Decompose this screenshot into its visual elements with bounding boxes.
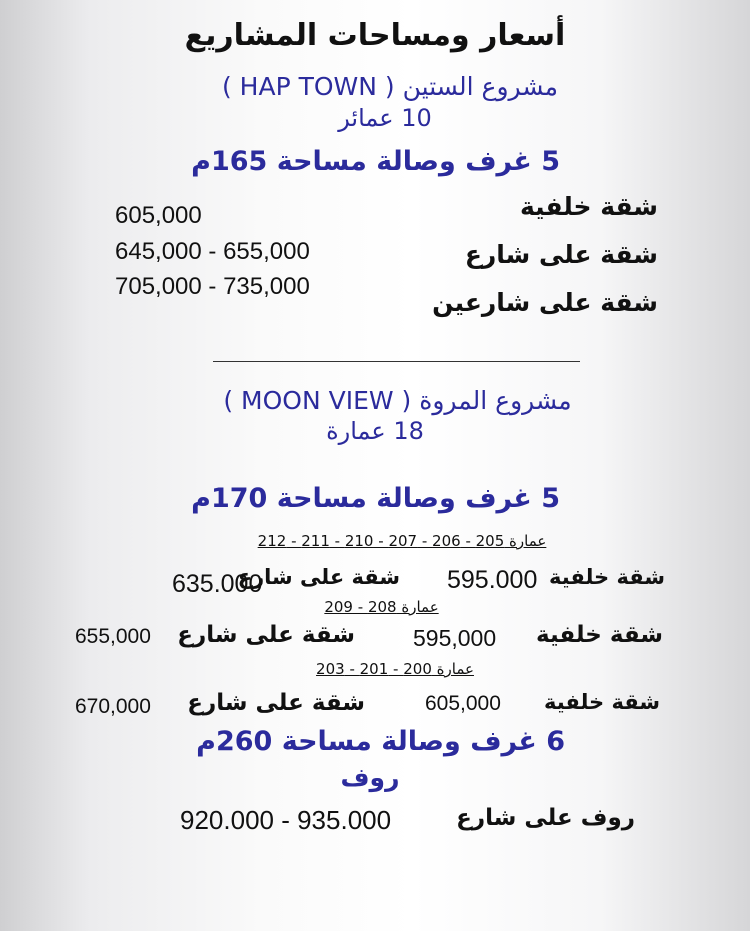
- street-apartment-price: 655,000: [75, 625, 151, 648]
- p1-row-price: 705,000 - 735,000: [115, 273, 310, 300]
- building-group-label: عمارة 200 - 201 - 203: [316, 660, 474, 678]
- project1-unit-type: 5 غرف وصالة مساحة 165م: [191, 146, 560, 177]
- street-apartment-label: شقة على شارع: [237, 565, 400, 589]
- p1-row-label: شقة خلفية: [519, 192, 658, 221]
- street-apartment-label: شقة على شارع: [187, 690, 365, 716]
- p1-row-price: 645,000 - 655,000: [115, 238, 310, 265]
- back-apartment-price: 605,000: [425, 692, 501, 715]
- roof-label: روف على شارع: [456, 805, 635, 831]
- street-apartment-price: 635.000: [172, 570, 263, 598]
- page-title: أسعار ومساحات المشاريع: [184, 18, 566, 53]
- project2-name: مشروع المروة ( MOON VIEW ): [223, 386, 572, 415]
- project2-unit-type: 5 غرف وصالة مساحة 170م: [191, 483, 560, 514]
- building-group-label: عمارة 208 - 209: [324, 598, 439, 616]
- building-group-label: عمارة 205 - 206 - 207 - 210 - 211 - 212: [257, 532, 547, 550]
- project2-unit-type-2: 6 غرف وصالة مساحة 260م: [196, 726, 565, 757]
- section-divider: [213, 361, 580, 362]
- project2-buildings: 18 عمارة: [326, 417, 424, 445]
- p1-row-label: شقة على شارع: [464, 240, 658, 269]
- roof-heading: روف: [340, 763, 400, 792]
- back-apartment-label: شقة خلفية: [544, 690, 660, 714]
- p1-row-price: 605,000: [115, 202, 202, 229]
- project1-buildings: 10 عمائر: [338, 104, 432, 132]
- back-apartment-price: 595,000: [413, 625, 497, 651]
- roof-price: 920.000 - 935.000: [180, 805, 392, 835]
- p1-row-label: شقة على شارعين: [432, 288, 658, 317]
- street-apartment-label: شقة على شارع: [177, 622, 355, 648]
- street-apartment-price: 670,000: [75, 695, 151, 718]
- back-apartment-label: شقة خلفية: [549, 565, 665, 589]
- project1-name: مشروع الستين ( HAP TOWN ): [221, 72, 559, 101]
- back-apartment-label: شقة خلفية: [536, 622, 663, 648]
- back-apartment-price: 595.000: [447, 566, 538, 594]
